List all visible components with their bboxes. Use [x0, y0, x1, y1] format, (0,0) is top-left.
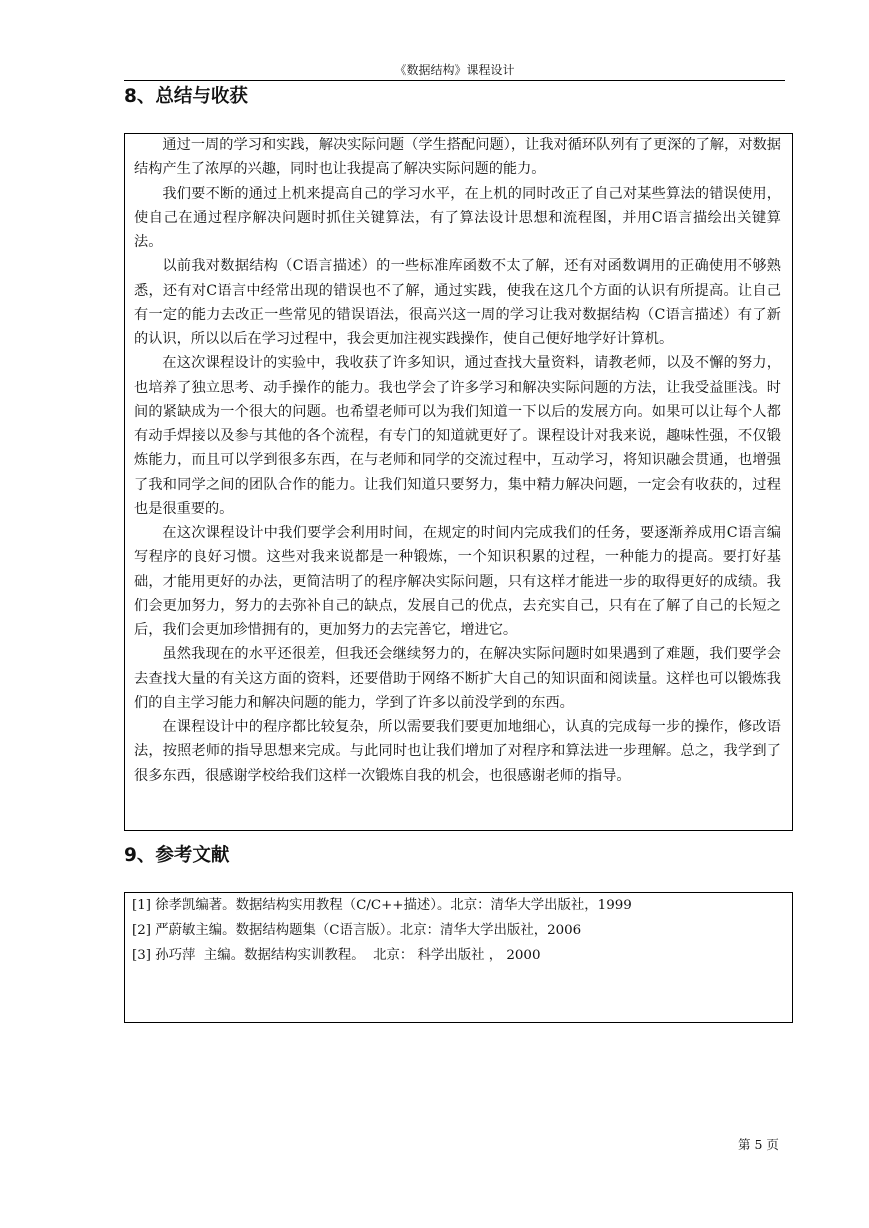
summary-paragraph: 在这次课程设计的实验中，我收获了许多知识，通过查找大量资料，请教老师，以及不懈的努力，也培养了独立思考、动手操作的能力。我也学会了许多学习和解决实际问题的方法，让我受益匪浅。时间的紧缺成为一个很大的问题。也希望老师可以为我们知道一下以后的发展方向。如果可以让每个人都有动手焊接以及参与其他的各个流程，有专门的知道就更好了。课程设计对我来说，趣味性强，不仅锻炼能力，而且可以学到很多东西，在与老师和同学的交流过程中，互动学习，将知识融会贯通，也增强了我和同学之间的团队合作的能力。让我们知道只要努力，集中精力解决问题，一定会有收获的，过程也是很重要的。 [134, 355, 781, 517]
page-number: 第 5 页 [738, 1137, 779, 1152]
summary-paragraph: 通过一周的学习和实践，解决实际问题（学生搭配问题），让我对循环队列有了更深的了解，对数据结构产生了浓厚的兴趣，同时也让我提高了解决实际问题的能力。 [134, 137, 781, 178]
reference-item: [3] 孙巧萍 主编。数据结构实训教程。 北京： 科学出版社 ， 2000 [132, 948, 541, 963]
summary-paragraph: 我们要不断的通过上机来提高自己的学习水平，在上机的同时改正了自己对某些算法的错误使用，使自己在通过程序解决问题时抓住关键算法，有了算法设计思想和流程图，并用C语言描绘出关键算法。 [134, 185, 781, 250]
section-title-references: 9、参考文献 [124, 845, 230, 866]
summary-paragraph: 在这次课程设计中我们要学会利用时间，在规定的时间内完成我们的任务，要逐渐养成用C语言编写程序的良好习惯。这些对我来说都是一种锻炼，一个知识积累的过程，一种能力的提高。要打好基础，才能用更好的办法，更简洁明了的程序解决实际问题，只有这样才能进一步的取得更好的成绩。我们会更加努力，努力的去弥补自己的缺点，发展自己的优点，去充实自己，只有在了解了自己的长短之后，我们会更加珍惜拥有的，更加努力的去完善它，增进它。 [134, 525, 781, 638]
references-box [124, 892, 793, 1023]
summary-paragraph: 虽然我现在的水平还很差，但我还会继续努力的，在解决实际问题时如果遇到了难题，我们要学会去查找大量的有关这方面的资料，还要借助于网络不断扩大自己的知识面和阅读量。这样也可以锻炼我们的自主学习能力和解决问题的能力，学到了许多以前没学到的东西。 [134, 646, 781, 711]
reference-item: [1] 徐孝凯编著。数据结构实用教程（C/C++描述）。北京：清华大学出版社，1999 [132, 898, 632, 913]
summary-paragraph: 在课程设计中的程序都比较复杂，所以需要我们要更加地细心，认真的完成每一步的操作，修改语法，按照老师的指导思想来完成。与此同时也让我们增加了对程序和算法进一步理解。总之，我学到了很多东西，很感谢学校给我们这样一次锻炼自我的机会，也很感谢老师的指导。 [134, 719, 781, 784]
summary-paragraph: 以前我对数据结构（C语言描述）的一些标准库函数不太了解，还有对函数调用的正确使用不够熟悉，还有对C语言中经常出现的错误也不了解，通过实践，使我在这几个方面的认识有所提高。让自己有一定的能力去改正一些常见的错误语法，很高兴这一周的学习让我对数据结构（C语言描述）有了新的认识，所以以后在学习过程中，我会更加注视实践操作，使自己便好地学好计算机。 [134, 258, 781, 347]
page-header: 《数据结构》课程设计 [124, 62, 785, 81]
summary-box [124, 133, 793, 831]
section-title-summary: 8、总结与收获 [124, 86, 248, 107]
reference-item: [2] 严蔚敏主编。数据结构题集（C语言版）。北京：清华大学出版社，2006 [132, 923, 582, 938]
